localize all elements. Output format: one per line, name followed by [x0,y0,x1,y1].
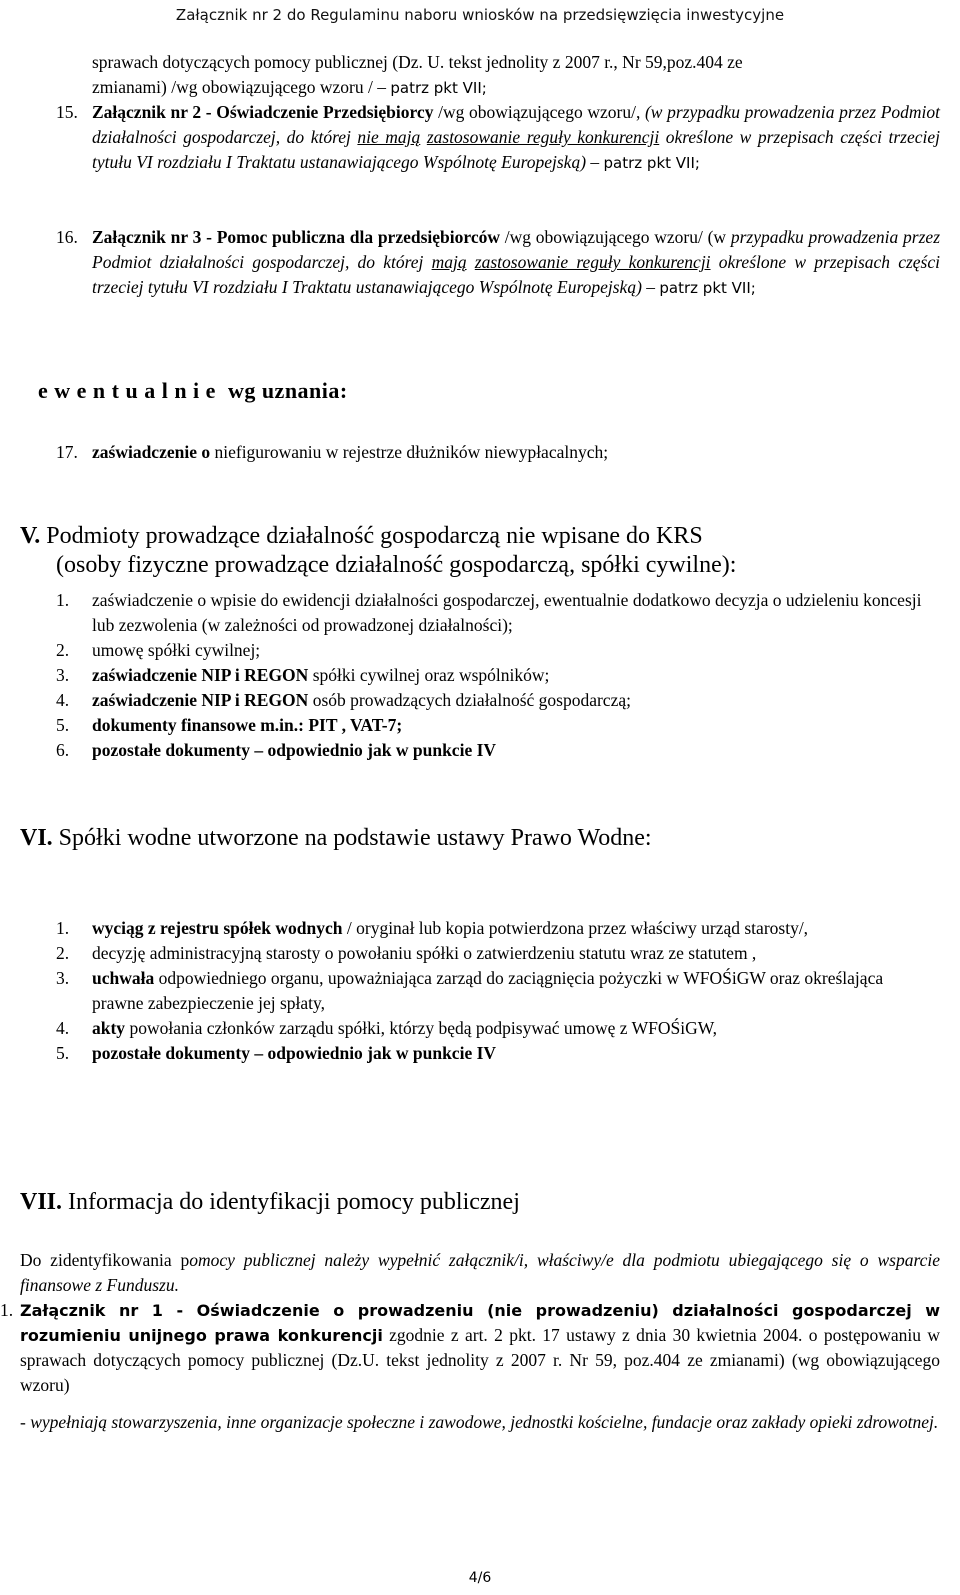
section-vii-intro-b: omocy publicznej należy wypełnić załącznik/i, właściwy/e dla podmiotu ubiegającego się o wsparcie finansowe z Funduszu. [20,1250,940,1295]
page-number: 4/6 [468,1570,492,1586]
list-item: 1. zaświadczenie o wpisie do ewidencji działalności gospodarczej, ewentualnie dodatkowo decyzja o udzieleniu koncesji lub zezwolenia (w zależności od prowadzonej działalności); [56,590,922,635]
section-v-roman: V. [20,523,41,549]
list-item: 4. akty powołania członków zarządu spółki, którzy będą podpisywać umowę z WFOŚiGW, [56,1018,718,1038]
item-16-title: Załącznik nr 3 - Pomoc publiczna dla przedsiębiorców [92,227,500,247]
list-item: 2. decyzję administracyjną starosty o powołaniu spółki o zatwierdzeniu statutu wraz ze statutem , [56,943,757,963]
section-vi-list [56,916,926,1066]
item-15-underline-1: nie mają [357,127,421,147]
item-16-underline-1: mają [431,252,467,272]
section-vi-roman: VI. [20,825,53,851]
item-15-ref: patrz pkt VII; [603,154,700,172]
list-item: 5. pozostałe dokumenty – odpowiednio jak w punkcie IV [56,1043,497,1063]
section-vii-item-1-number: 1. [0,1300,14,1320]
item-17-number: 17. [56,442,78,462]
list-item: 3. uchwała odpowiedniego organu, upoważniająca zarząd do zaciągnięcia pożyczki w WFOŚiGW oraz określająca prawne zabezpieczenie jej spłaty, [56,968,884,1013]
section-vii-item-1-title: Załącznik nr 1 - Oświadczenie o prowadzeniu (nie prowadzeniu) działalności gospodarczej w rozumieniu unijnego prawa konkurencji [20,1301,940,1345]
section-v-list [56,588,926,763]
section-vi-title-text: Spółki wodne utworzone na podstawie ustawy Prawo Wodne: [52,825,652,851]
intro-line-1: sprawach dotyczących pomocy publicznej (Dz. U. tekst jednolity z 2007 r., Nr 59,poz.404 ze [92,52,743,72]
item-16-after: /wg obowiązującego wzoru/ (w [500,227,731,247]
intro-line-2: zmianami) /wg obowiązującego wzoru / – [92,77,391,97]
optional-heading: e w e n t u a l n i e wg uznania: [38,378,348,403]
item-16-number: 16. [56,227,78,247]
section-vii-intro-a: Do zidentyfikowania p [20,1250,190,1270]
section-v-title [20,522,940,580]
list-item-17 [56,440,940,465]
section-vii-item-1-rest: zgodnie z art. 2 pkt. 17 ustawy z dnia 30 kwietnia 2004. o postępowaniu w sprawach dotyczących pomocy publicznej (Dz.U. tekst jednolity z 2007 r. Nr 59, poz.404 ze zmianami) (wg obowiązującego wzoru) [20,1325,940,1395]
item-17-title: zaświadczenie o [92,442,211,462]
item-15-underline-2: zastosowanie reguły konkurencji [426,127,660,147]
section-v-title-line-2: (osoby fizyczne prowadzące działalność gospodarczą, spółki cywilne): [56,552,737,578]
intro-ref: patrz pkt VII; [390,79,487,97]
item-15-desc-a: (w przypadku prowadzenia przez Podmiot działalności gospodarczej, do której [92,102,941,147]
section-vii-title-text: Informacja do identyfikacji pomocy publicznej [62,1189,520,1215]
item-16-underline-2: zastosowanie reguły konkurencji [474,252,711,272]
section-vii-roman: VII. [20,1189,63,1215]
item-16-ref: patrz pkt VII; [659,279,756,297]
section-vii-intro [20,1248,940,1298]
section-vii-title [20,1188,940,1217]
item-15-title: Załącznik nr 2 - Oświadczenie Przedsiębiorcy [92,102,434,122]
section-vii-item-1 [0,1298,940,1398]
item-16-desc-b: określone w przepisach części trzeciej tytułu VI rozdziału I Traktatu ustanawiającego Wspólnotę Europejską) – [92,252,940,297]
page-header: Załącznik nr 2 do Regulaminu naboru wniosków na przedsięwzięcia inwestycyjne [175,6,785,24]
list-item: 3. zaświadczenie NIP i REGON spółki cywilnej oraz wspólników; [56,665,550,685]
section-vii-note: - wypełniają stowarzyszenia, inne organizacje społeczne i zawodowe, jednostki kościelne, fundacje oraz zakłady opieki zdrowotnej. [20,1412,939,1432]
item-17-rest: niefigurowaniu w rejestrze dłużników niewypłacalnych; [210,442,609,462]
list-item: 5. dokumenty finansowe m.in.: PIT , VAT-7; [56,715,403,735]
item-15-number: 15. [56,102,78,122]
list-item-16 [56,225,940,301]
item-16-desc-a: przypadku prowadzenia przez Podmiot działalności gospodarczej, do której [92,227,940,272]
list-item: 1. wyciąg z rejestru spółek wodnych / oryginał lub kopia potwierdzona przez właściwy urząd starosty/, [56,918,809,938]
list-item-15 [56,100,940,176]
list-item: 4. zaświadczenie NIP i REGON osób prowadzących działalność gospodarczą; [56,690,631,710]
section-v-title-line-1: Podmioty prowadzące działalność gospodarczą nie wpisane do KRS [40,523,703,549]
item-15-after: /wg obowiązującego wzoru/, [433,102,641,122]
item-15-desc-b: określone w przepisach części trzeciej tytułu VI rozdziału I Traktatu ustanawiającego Wspólnotę Europejską) – [92,127,941,172]
section-vi-title [20,824,940,853]
list-item: 6. pozostałe dokumenty – odpowiednio jak w punkcie IV [56,740,497,760]
intro-continuation [92,50,940,101]
list-item: 2. umowę spółki cywilnej; [56,640,261,660]
